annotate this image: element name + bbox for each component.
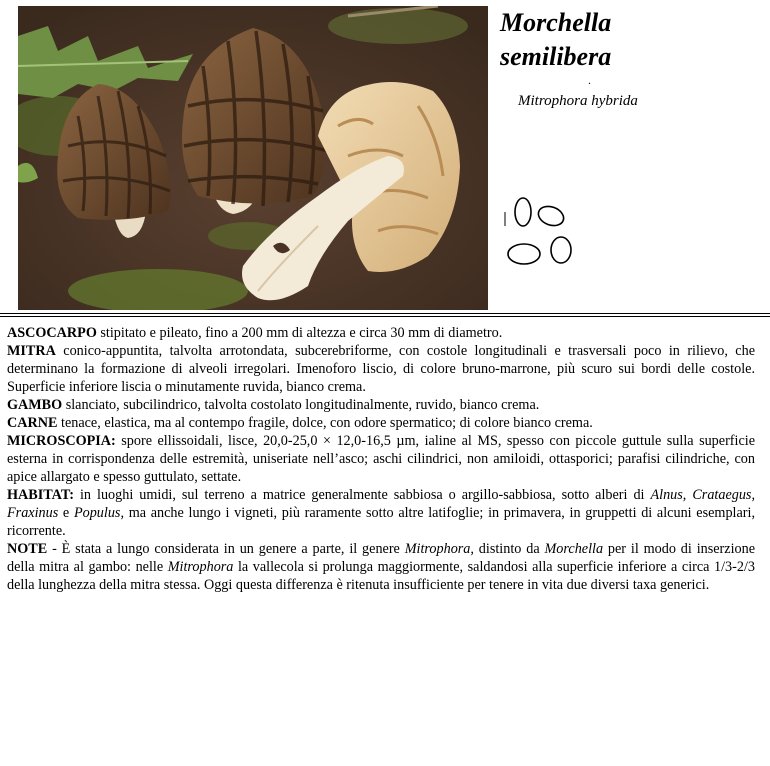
section-text: per il modo di inserzione della mitra al gambo: nelle [7,541,755,575]
species-description [7,324,755,594]
description-paragraph [7,414,755,432]
section-text: - È stata a lungo considerata in un genere a parte, il genere [47,541,405,557]
section-text: spore ellissoidali, lisce, 20,0-25,0 × 12,0-16,5 µm, ialine al MS, spesso con piccole guttule sulla superficie esterna in corrispondenza delle estremità, uniseriate nell’asco; aschi cilindrici, non amiloidi, ottasporici; parafisi cilindriche, con apice allargato e spesso guttulato, settate. [7,433,755,485]
section-label: MICROSCOPIA: [7,433,116,449]
section-text: e [58,505,74,521]
description-paragraph [7,486,755,540]
taxon-name: Morchella [544,541,604,557]
section-label: HABITAT: [7,487,74,503]
description-paragraph [7,324,755,342]
taxon-name: Mitrophora [167,559,234,575]
section-text: tenace, elastica, ma al contempo fragile, dolce, con odore spermatico; di colore bianco crema. [57,415,593,431]
section-label: CARNE [7,415,58,431]
section-text: ma anche lungo i vigneti, più raramente sotto altre latifoglie; in primavera, in gruppetti di alcuni esemplari, ricorrente. [7,505,755,539]
section-text: distinto da [473,541,545,557]
morel-mushroom-photo [18,6,488,310]
spore-icon [536,203,567,229]
taxon-name: Alnus, Crataegus, Fraxinus [7,487,755,521]
section-text: conico-appuntita, talvolta arrotondata, subcerebriforme, con costole longitudinali e trasversali poco in rilievo, che determinano la formazione di alveoli irregolari. Imenoforo liscio, di colore bruno-marrone, più scuro sui bordi delle costole. Superficie inferiore liscia o minutamente ruvida, bianco crema. [7,343,755,395]
spore-drawing [500,194,580,268]
divider-line [0,313,770,314]
synonym-name: Mitrophora hybrida [518,93,638,109]
description-paragraph [7,540,755,594]
section-text: stipitato e pileato, fino a 200 mm di altezza e circa 30 mm di diametro. [96,325,503,341]
moss-patch [328,8,468,44]
description-paragraph [7,396,755,414]
section-text: la vallecola si prolunga maggiormente, saldandosi alla superficie inferiore a circa 1/3-2/3 della lunghezza della mitra stessa. Oggi questa differenza è ritenuta insufficiente per tenere in vita due diversi taxa generici. [7,559,755,593]
section-text: slanciato, subcilindrico, talvolta costolato longitudinalmente, ruvido, bianco crema. [62,397,540,413]
taxon-name: Mitrophora, [404,541,474,557]
species-name-line-2: semilibera [500,42,612,71]
species-name-line-1: Morchella [500,8,612,37]
section-label: GAMBO [7,397,63,413]
description-paragraph [7,432,755,486]
section-label: MITRA [7,343,56,359]
section-text: in luoghi umidi, sul terreno a matrice generalmente sabbiosa o argillo-sabbiosa, sotto alberi di [74,487,651,503]
spore-icon [515,198,531,226]
section-label: ASCOCARPO [7,325,97,341]
divider-line [0,316,770,317]
section-label: NOTE [7,541,48,557]
spore-icon [508,244,540,264]
taxon-name: Populus, [73,505,124,521]
dot-mark: . [588,73,591,87]
description-paragraph [7,342,755,396]
spore-icon [551,237,571,263]
